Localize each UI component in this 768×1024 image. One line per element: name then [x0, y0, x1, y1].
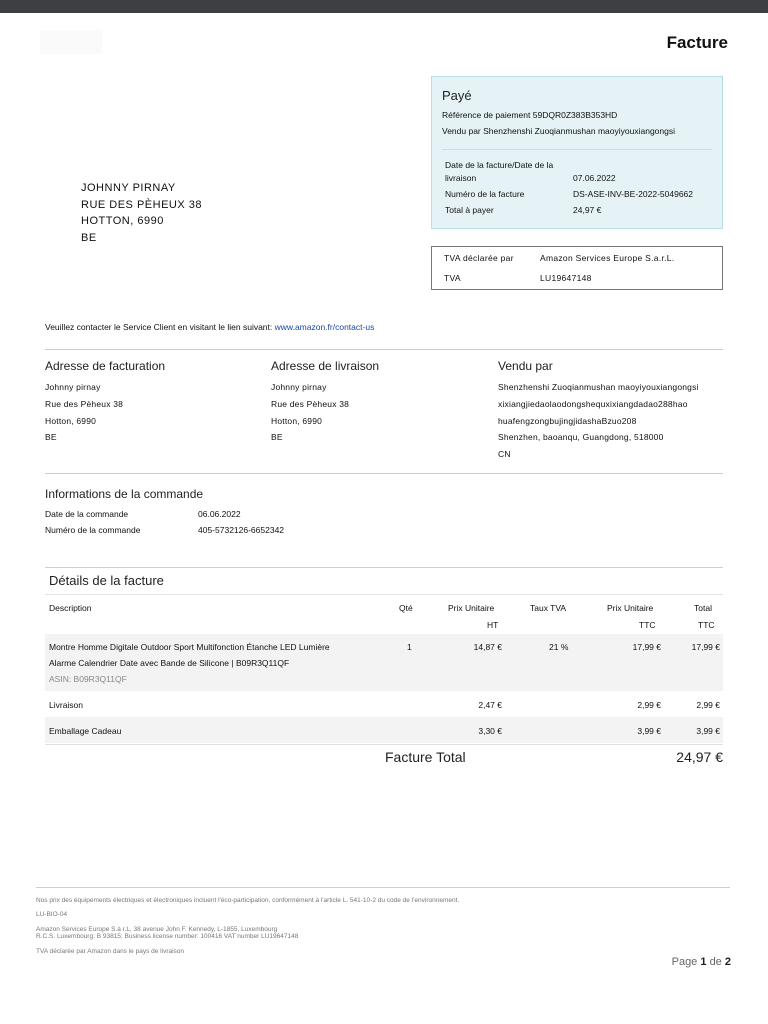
- recipient-street: RUE DES PÈHEUX 38: [81, 198, 202, 211]
- payment-reference-label: Référence de paiement: [442, 110, 531, 120]
- contact-text: Veuillez contacter le Service Client en visitant le lien suivant:: [45, 322, 273, 332]
- table-row: [45, 717, 723, 743]
- vat-number: LU19647148: [540, 273, 592, 283]
- divider: [45, 567, 723, 568]
- order-number-label: Numéro de la commande: [45, 525, 141, 535]
- vat-declared-by-value: Amazon Services Europe S.a.r.L.: [540, 253, 675, 263]
- sold-by-line: [442, 126, 675, 136]
- footer-code: LU-BIO-04: [36, 911, 68, 918]
- footer-vat-note: TVA déclarée par Amazon dans le pays de livraison: [36, 948, 185, 955]
- vat-declaration-box: [431, 246, 723, 290]
- sold-by-value: Shenzhenshi Zuoqianmushan maoyiyouxiangongsi: [483, 126, 675, 136]
- col-qty: Qté: [399, 603, 413, 613]
- billing-address-line: BE: [45, 432, 57, 443]
- total-due-label: Total à payer: [445, 205, 494, 215]
- footer-eco-note: Nos prix des équipements électriques et électroniques incluent l'éco-participation, conformément à l'article L. 541-10-2 du code de l'environnement.: [36, 897, 460, 904]
- shipping-address-line: BE: [271, 432, 283, 443]
- col-unit-price-ht-suffix: HT: [487, 620, 499, 630]
- divider: [45, 473, 723, 474]
- item-qty: 1: [407, 642, 412, 652]
- invoice-date-value: 07.06.2022: [573, 173, 616, 183]
- footer-company-line: Amazon Services Europe S.à r.L, 38 avenue John F. Kennedy, L-1855, Luxembourg: [36, 926, 278, 933]
- col-unit-price-ttc: Prix Unitaire: [607, 603, 654, 613]
- item-description-line: Alarme Calendrier Date avec Bande de Silicone | B09R3Q11QF: [49, 658, 290, 668]
- order-info-title: Informations de la commande: [45, 487, 204, 501]
- top-bar: [0, 0, 768, 13]
- shipping-address-line: Johnny pirnay: [271, 382, 327, 392]
- col-total-suffix: TTC: [698, 620, 715, 630]
- seller-address-line: xixiangjiedaolaodongshequxixiangdadao288hao: [498, 398, 688, 409]
- page-total: 2: [724, 956, 731, 968]
- col-unit-price-ttc-suffix: TTC: [639, 620, 656, 630]
- seller-address: [498, 359, 699, 463]
- item-unit-ht: 14,87 €: [473, 642, 502, 652]
- recipient-country: BE: [81, 232, 97, 245]
- item-asin: ASIN: B09R3Q11QF: [49, 674, 127, 684]
- shipping-address-title: Adresse de livraison: [271, 359, 380, 373]
- seller-address-line: CN: [498, 449, 511, 460]
- table-header: [45, 596, 723, 634]
- divider: [45, 744, 723, 745]
- recipient-address: [81, 180, 202, 247]
- sold-by-label: Vendu par: [442, 126, 481, 136]
- payment-status: Payé: [442, 88, 472, 103]
- gift-wrap-unit-ttc: 3,99 €: [637, 726, 661, 736]
- item-unit-ttc: 17,99 €: [632, 642, 661, 652]
- order-date-value: 06.06.2022: [198, 509, 241, 519]
- shipping-unit-ttc: 2,99 €: [637, 700, 661, 710]
- billing-address: [45, 359, 165, 446]
- billing-address-line: Johnny pirnay: [45, 382, 101, 392]
- shipping-total: 2,99 €: [696, 700, 720, 710]
- gift-wrap-total: 3,99 €: [696, 726, 720, 736]
- invoice-total-value: 24,97 €: [676, 749, 723, 765]
- document-title: Facture: [666, 33, 728, 52]
- order-date-row: [45, 509, 241, 519]
- footer-divider: [36, 887, 730, 888]
- invoice-details-title: Détails de la facture: [49, 573, 164, 588]
- footer-company-line: R.C.S. Luxembourg: B 93815; Business license number: 100416 VAT number LU19647148: [36, 933, 299, 940]
- seller-address-line: huafengzongbujingjidashaBzuo208: [498, 415, 637, 426]
- seller-address-line: Shenzhenshi Zuoqianmushan maoyiyouxiangongsi: [498, 382, 699, 392]
- invoice-number-value: DS-ASE-INV-BE-2022-5049662: [573, 189, 694, 199]
- billing-address-line: Rue des Pèheux 38: [45, 398, 124, 409]
- logo-placeholder: [40, 30, 102, 54]
- recipient-city: HOTTON, 6990: [81, 215, 164, 228]
- shipping-address: [271, 359, 379, 446]
- payment-reference-value: 59DQR0Z383B353HD: [532, 110, 618, 120]
- order-number-value: 405-5732126-6652342: [198, 525, 285, 535]
- contact-link[interactable]: www.amazon.fr/contact-us: [274, 322, 375, 332]
- page-number: [672, 956, 731, 968]
- shipping-unit-ht: 2,47 €: [478, 700, 502, 710]
- seller-title: Vendu par: [498, 359, 553, 373]
- vat-label: TVA: [444, 273, 461, 283]
- seller-address-line: Shenzhen, baoanqu, Guangdong, 518000: [498, 432, 664, 443]
- shipping-address-line: Rue des Pèheux 38: [271, 398, 350, 409]
- col-unit-price-ht: Prix Unitaire: [448, 603, 495, 613]
- shipping-address-line: Hotton, 6990: [271, 415, 323, 426]
- invoice-total-label: Facture Total: [385, 749, 466, 765]
- order-date-label: Date de la commande: [45, 509, 129, 519]
- divider: [45, 349, 723, 350]
- page-label: Page: [671, 956, 698, 968]
- col-description: Description: [49, 603, 92, 613]
- col-total: Total: [694, 603, 712, 613]
- gift-wrap-unit-ht: 3,30 €: [478, 726, 502, 736]
- vat-declared-by-label: TVA déclarée par: [444, 253, 514, 263]
- page-of: de: [709, 956, 722, 968]
- recipient-name: JOHNNY PIRNAY: [81, 182, 176, 194]
- payment-box-divider: [442, 149, 712, 150]
- billing-address-title: Adresse de facturation: [45, 359, 166, 373]
- payment-summary-box: [431, 76, 723, 229]
- invoice-number-label: Numéro de la facture: [445, 189, 525, 199]
- total-due-value: 24,97 €: [573, 205, 602, 215]
- invoice-date-label: Date de la facture/Date de la livraison: [445, 160, 554, 183]
- page-current: 1: [700, 956, 707, 968]
- payment-reference-line: [442, 110, 617, 120]
- gift-wrap-label: Emballage Cadeau: [49, 726, 122, 736]
- contact-line: [45, 322, 374, 332]
- shipping-label: Livraison: [49, 700, 84, 710]
- item-vat-rate: 21 %: [549, 642, 569, 652]
- order-number-row: [45, 525, 285, 535]
- billing-address-line: Hotton, 6990: [45, 415, 97, 426]
- item-description-line: Montre Homme Digitale Outdoor Sport Multifonction Étanche LED Lumière: [49, 642, 330, 652]
- divider: [45, 594, 723, 595]
- item-total: 17,99 €: [691, 642, 720, 652]
- col-vat-rate: Taux TVA: [530, 603, 567, 613]
